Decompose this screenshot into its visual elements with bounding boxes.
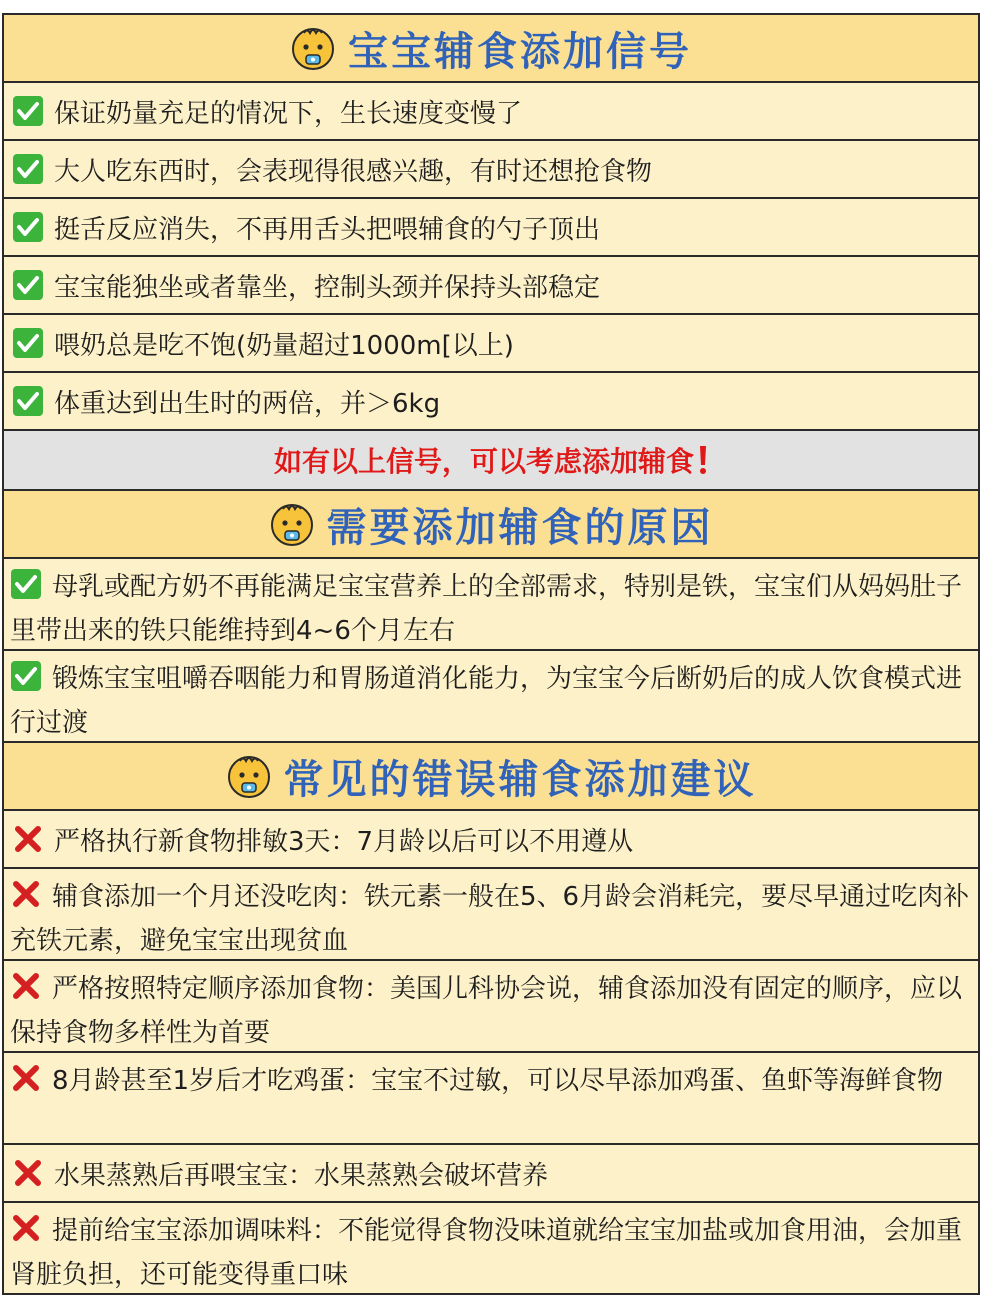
check-mark-icon [10,660,42,692]
infographic-card [2,13,980,1295]
list-item [4,651,978,743]
exclamation-icon [698,445,708,475]
list-item-text: 辅食添加一个月还没吃肉：铁元素一般在5、6月龄会消耗完，要尽早通过吃肉补充铁元素，避免宝宝出现贫血 [10,882,970,956]
list-item [4,83,978,141]
check-mark-icon [10,568,42,600]
section-title: 需要添加辅食的原因 [326,504,714,551]
list-item-text: 8月龄甚至1岁后才吃鸡蛋：宝宝不过敏，可以尽早添加鸡蛋、鱼虾等海鲜食物 [52,1066,944,1096]
check-mark-icon [12,211,44,243]
list-item [4,315,978,373]
list-item-text: 宝宝能独坐或者靠坐，控制头颈并保持头部稳定 [54,272,601,303]
notice-banner [4,431,978,491]
section-title: 宝宝辅食添加信号 [348,28,692,75]
section-title: 常见的错误辅食添加建议 [283,756,757,803]
cross-mark-icon [12,823,44,855]
baby-face-icon [269,501,315,547]
check-mark-icon [12,269,44,301]
check-mark-icon [12,95,44,127]
check-mark-icon [12,153,44,185]
check-mark-icon [12,385,44,417]
cross-mark-icon [12,1157,44,1189]
list-item [4,559,978,651]
list-item [4,961,978,1053]
cross-mark-icon [10,970,42,1002]
cross-mark-icon [10,1212,42,1244]
list-item [4,811,978,869]
notice-text: 如有以上信号，可以考虑添加辅食 [273,445,694,478]
list-item-text: 喂奶总是吃不饱(奶量超过1000m[以上) [54,330,514,361]
list-item [4,141,978,199]
list-item-text: 水果蒸熟后再喂宝宝：水果蒸熟会破坏营养 [54,1160,549,1191]
cross-mark-icon [10,1062,42,1094]
list-item-text: 挺舌反应消失，不再用舌头把喂辅食的勺子顶出 [54,214,601,245]
cross-mark-icon [10,878,42,910]
list-item-text: 提前给宝宝添加调味料：不能觉得食物没味道就给宝宝加盐或加食用油，会加重肾脏负担，还可能变得重口味 [10,1216,963,1290]
baby-face-icon [290,25,336,71]
list-item [4,199,978,257]
list-item [4,257,978,315]
list-item-text: 大人吃东西时，会表现得很感兴趣，有时还想抢食物 [54,156,653,187]
list-item-text: 锻炼宝宝咀嚼吞咽能力和胃肠道消化能力，为宝宝今后断奶后的成人饮食模式进行过渡 [10,664,963,738]
list-item [4,1053,978,1145]
list-item-text: 严格按照特定顺序添加食物：美国儿科协会说，辅食添加没有固定的顺序，应以保持食物多样性为首要 [10,974,963,1048]
section-header-reasons [4,491,978,559]
baby-face-icon [226,753,272,799]
section-header-mistakes [4,743,978,811]
list-item [4,1145,978,1203]
list-item [4,869,978,961]
list-item [4,373,978,431]
list-item-text: 体重达到出生时的两倍，并＞6kg [54,388,441,419]
check-mark-icon [12,327,44,359]
list-item-text: 保证奶量充足的情况下，生长速度变慢了 [54,98,523,129]
list-item-text: 严格执行新食物排敏3天：7月龄以后可以不用遵从 [54,826,634,857]
section-header-signals [4,15,978,83]
list-item [4,1203,978,1293]
list-item-text: 母乳或配方奶不再能满足宝宝营养上的全部需求，特别是铁，宝宝们从妈妈肚子里带出来的铁只能维持到4~6个月左右 [10,572,963,646]
